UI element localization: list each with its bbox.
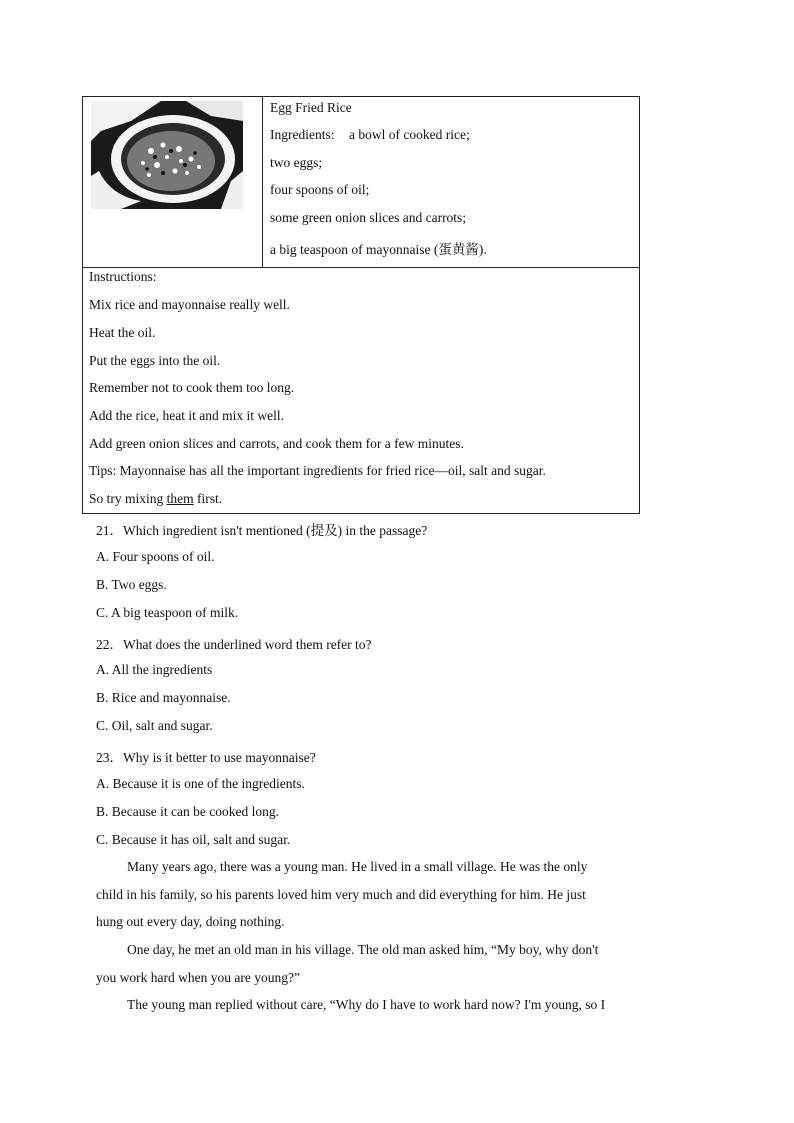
recipe-table [82, 96, 640, 514]
instructions-label: Instructions: [89, 269, 157, 284]
passage-line: hung out every day, doing nothing. [96, 914, 285, 929]
ingredient-item: a big teaspoon of mayonnaise (蛋黄酱). [270, 242, 487, 257]
option-b: B. Rice and mayonnaise. [96, 690, 231, 705]
ingredient-item: some green onion slices and carrots; [270, 210, 467, 225]
option-b: B. Because it can be cooked long. [96, 804, 279, 819]
question-stem: 21．Which ingredient isn't mentioned (提及) in the passage? [96, 523, 428, 538]
option-a: A. All the ingredients [96, 662, 213, 677]
question-stem: 22．What does the underlined word them refer to? [96, 637, 372, 652]
instruction-step: Heat the oil. [89, 325, 156, 340]
ingredient-item: a bowl of cooked rice; [349, 127, 470, 142]
instruction-step: Add the rice, heat it and mix it well. [89, 408, 284, 423]
instruction-step: Remember not to cook them too long. [89, 380, 295, 395]
recipe-header-row [83, 97, 639, 268]
tips-end-line [89, 491, 222, 507]
passage-line: child in his family, so his parents loved him very much and did everything for him. He just [96, 887, 586, 902]
option-a: A. Because it is one of the ingredients. [96, 776, 305, 791]
question-stem: 23．Why is it better to use mayonnaise? [96, 750, 316, 765]
recipe-image-cell [83, 97, 263, 267]
fried-rice-image [91, 101, 243, 209]
instruction-step: Add green onion slices and carrots, and cook them for a few minutes. [89, 436, 464, 451]
option-c: C. A big teaspoon of milk. [96, 605, 239, 620]
instruction-step: Put the eggs into the oil. [89, 353, 221, 368]
passage-line: One day, he met an old man in his village. The old man asked him, “My boy, why don't [127, 942, 599, 957]
option-c: C. Oil, salt and sugar. [96, 718, 213, 733]
ingredient-item: two eggs; [270, 155, 323, 170]
passage-line: The young man replied without care, “Why do I have to work hard now? I'm young, so I [127, 997, 606, 1012]
passage-line: you work hard when you are young?” [96, 970, 300, 985]
instruction-step: Mix rice and mayonnaise really well. [89, 297, 290, 312]
recipe-title: Egg Fried Rice [270, 100, 352, 115]
option-a: A. Four spoons of oil. [96, 549, 215, 564]
tips-end-pre: So try mixing [89, 491, 167, 506]
option-c: C. Because it has oil, salt and sugar. [96, 832, 291, 847]
ingredients-label: Ingredients: [270, 127, 335, 142]
tips-line: Tips: Mayonnaise has all the important ingredients for fried rice—oil, salt and sugar. [89, 463, 546, 478]
option-b: B. Two eggs. [96, 577, 167, 592]
tips-end-post: first. [193, 491, 223, 506]
ingredient-item: four spoons of oil; [270, 182, 370, 197]
passage-line: Many years ago, there was a young man. He lived in a small village. He was the only [127, 859, 588, 874]
underlined-word-them: them [166, 491, 194, 506]
